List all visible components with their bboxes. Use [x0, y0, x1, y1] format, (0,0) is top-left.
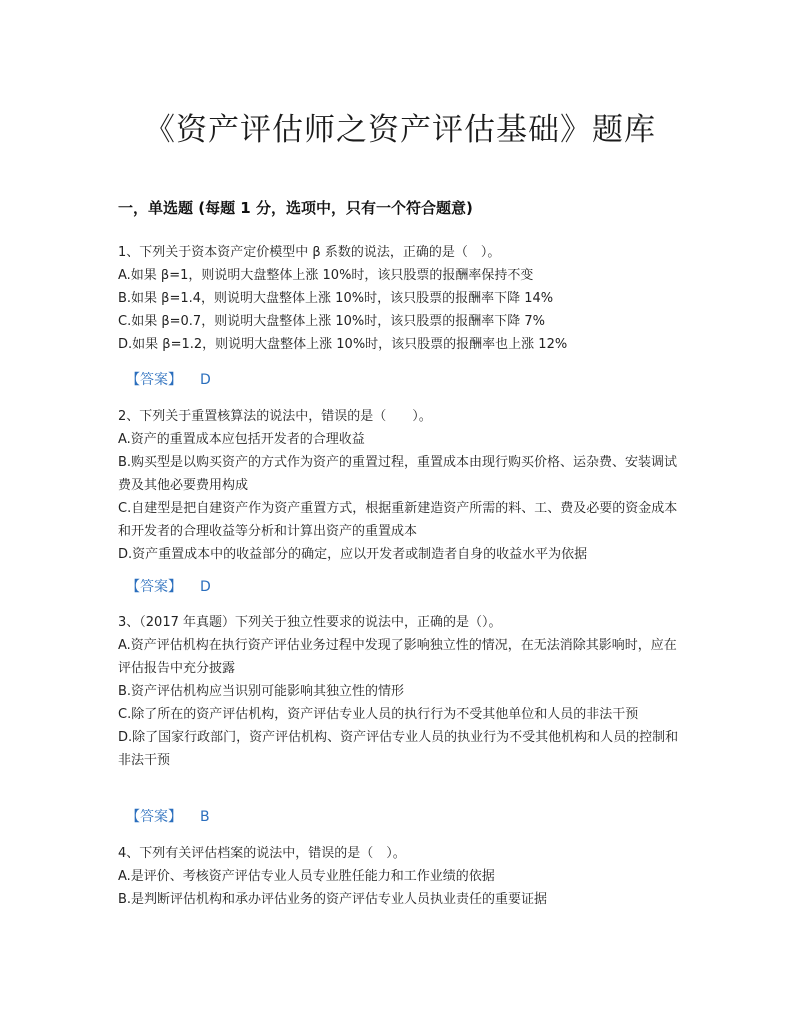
option-a: A.如果 β=1，则说明大盘整体上涨 10%时，该只股票的报酬率保持不变: [118, 268, 534, 283]
answer-value: D: [200, 372, 211, 388]
option-b: B.是判断评估机构和承办评估业务的资产评估专业人员执业责任的重要证据: [118, 892, 548, 907]
option-b: B.资产评估机构应当识别可能影响其独立性的情形: [118, 684, 405, 699]
question-2: [118, 405, 684, 566]
option-a: A.资产的重置成本应包括开发者的合理收益: [118, 432, 365, 447]
option-b: B.购买型是以购买资产的方式作为资产的重置过程，重置成本由现行购买价格、运杂费、安装调试费及其他必要费用构成: [118, 455, 678, 493]
answer-2: [126, 575, 211, 599]
answer-label: 【答案】: [126, 809, 182, 825]
option-a: A.资产评估机构在执行资产评估业务过程中发现了影响独立性的情况，在无法消除其影响时，应在评估报告中充分披露: [118, 638, 677, 676]
answer-label: 【答案】: [126, 372, 182, 388]
option-c: C.自建型是把自建资产作为资产重置方式，根据重新建造资产所需的料、工、费及必要的资金成本和开发者的合理收益等分析和计算出资产的重置成本: [118, 501, 678, 539]
option-d: D.如果 β=1.2，则说明大盘整体上涨 10%时，该只股票的报酬率也上涨 12%: [118, 337, 568, 352]
document-title: 《资产评估师之资产评估基础》题库: [144, 112, 656, 148]
option-c: C.如果 β=0.7，则说明大盘整体上涨 10%时，该只股票的报酬率下降 7%: [118, 314, 545, 329]
answer-3: [126, 805, 210, 829]
answer-label: 【答案】: [126, 579, 182, 595]
option-a: A.是评价、考核资产评估专业人员专业胜任能力和工作业绩的依据: [118, 869, 495, 884]
answer-value: D: [200, 579, 211, 595]
question-stem: 1、下列关于资本资产定价模型中 β 系数的说法，正确的是（ ）。: [118, 245, 501, 260]
question-3: [118, 611, 684, 772]
question-stem: 2、下列关于重置核算法的说法中，错误的是（ ）。: [118, 409, 432, 424]
answer-1: [126, 368, 211, 392]
option-c: C.除了所在的资产评估机构，资产评估专业人员的执行行为不受其他单位和人员的非法干预: [118, 707, 639, 722]
question-stem: 3、（2017 年真题）下列关于独立性要求的说法中，正确的是（）。: [118, 615, 502, 630]
section-heading: 一，单选题 (每题 1 分，选项中，只有一个符合题意): [118, 199, 473, 217]
option-b: B.如果 β=1.4，则说明大盘整体上涨 10%时，该只股票的报酬率下降 14%: [118, 291, 554, 306]
answer-value: B: [200, 809, 210, 825]
option-d: D.资产重置成本中的收益部分的确定，应以开发者或制造者自身的收益水平为依据: [118, 547, 588, 562]
question-1: [118, 241, 684, 356]
question-stem: 4、下列有关评估档案的说法中，错误的是（ ）。: [118, 846, 406, 861]
option-d: D.除了国家行政部门，资产评估机构、资产评估专业人员的执业行为不受其他机构和人员的控制和非法干预: [118, 730, 679, 768]
question-4: [118, 842, 684, 911]
